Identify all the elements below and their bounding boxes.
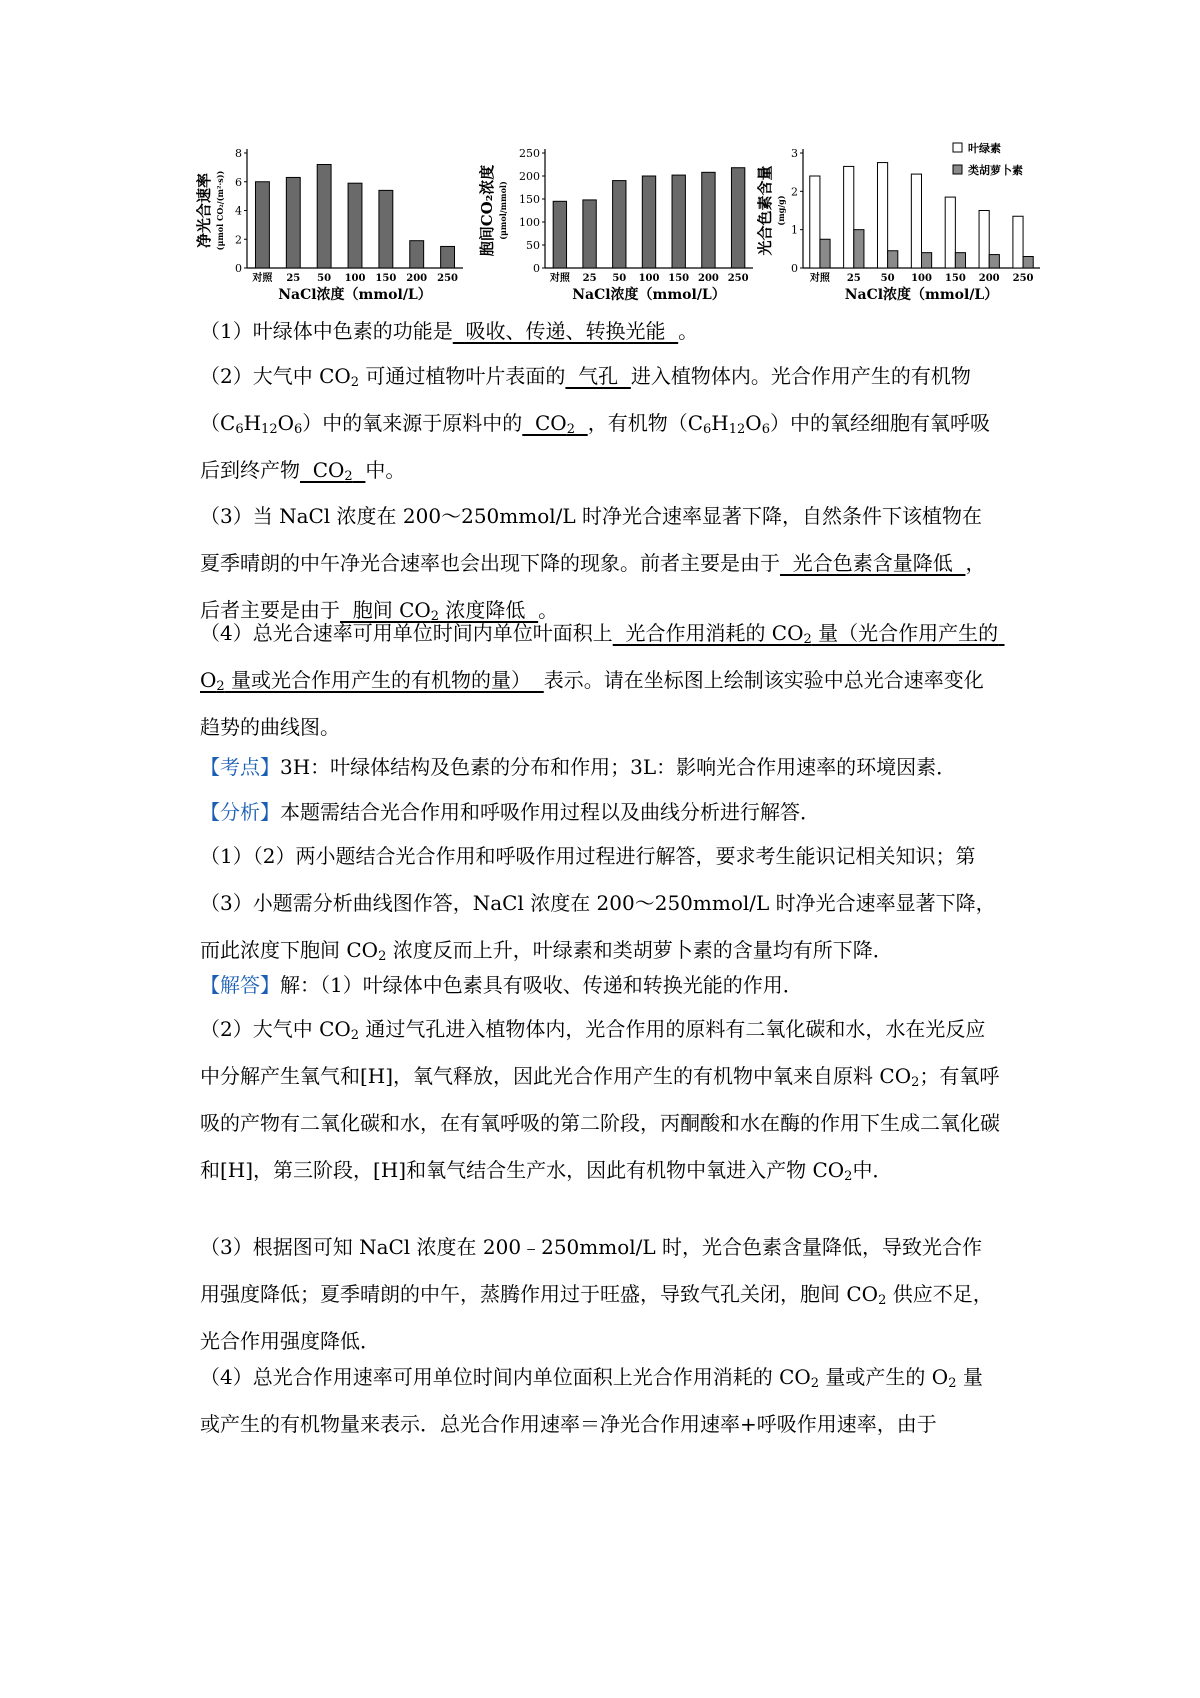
chart-net-photosynthesis <box>195 143 470 308</box>
q2-sub: 2 <box>350 375 360 390</box>
q2-sub: 2 <box>566 422 575 437</box>
q2-formula-part: H <box>243 411 262 435</box>
y-tick-label: 2 <box>791 185 798 199</box>
bar <box>877 163 887 268</box>
q2-answer-3-text: CO <box>300 458 345 482</box>
answer-2-sub: 2 <box>911 1075 920 1090</box>
bar <box>255 182 269 268</box>
legend-swatch <box>953 165 962 174</box>
x-tick-label: 100 <box>911 273 932 284</box>
answer-2 <box>200 1006 1000 1194</box>
x-tick-label: 对照 <box>252 273 273 284</box>
question-2 <box>200 353 1000 494</box>
bar <box>810 176 820 268</box>
jieda-text: 解：（1）叶绿体中色素具有吸收、传递和转换光能的作用． <box>280 973 803 997</box>
y-tick-label: 0 <box>533 262 540 275</box>
x-tick-label: 50 <box>612 273 627 284</box>
q3-answer-2-end: 浓度降低 <box>439 598 539 622</box>
q2-sub: 6 <box>703 422 712 437</box>
bar <box>820 239 830 268</box>
x-tick-label: 200 <box>406 273 428 284</box>
bar <box>854 230 864 268</box>
jieda-tag: 【解答】 <box>200 973 280 997</box>
y-tick-label: 8 <box>235 147 242 160</box>
q4-text-a: （4）总光合速率可用单位时间内单位叶面积上 <box>200 621 613 645</box>
q2-sub: 12 <box>261 422 278 437</box>
x-tick-label: 50 <box>317 273 332 284</box>
x-tick-label: 25 <box>582 273 597 284</box>
q1-end: 。 <box>678 319 699 343</box>
bar <box>888 251 898 268</box>
x-axis-label: NaCl浓度（mmol/L） <box>844 287 999 303</box>
answer-4-a: （4）总光合作用速率可用单位时间内单位面积上光合作用消耗的 CO <box>200 1365 811 1389</box>
q3-text-b: ，后者主要是由于 <box>200 551 986 622</box>
bar <box>979 211 989 269</box>
q2-answer-1: 气孔 <box>565 364 631 388</box>
x-tick-label: 对照 <box>809 273 830 284</box>
legend-label: 叶绿素 <box>968 142 1001 155</box>
bar <box>379 190 393 268</box>
answer-4-sub: 2 <box>948 1376 957 1391</box>
answer-3-sub: 2 <box>878 1293 887 1308</box>
bar <box>286 177 300 268</box>
q2-text-g: 中。 <box>365 458 406 482</box>
q1-text: （1）叶绿体中色素的功能是 <box>200 319 453 343</box>
fenxi-sub: 2 <box>378 949 387 964</box>
y-tick-label: 3 <box>791 147 798 160</box>
q4-sub: 2 <box>216 679 225 694</box>
q3-text-a: （3）当 NaCl 浓度在 200～250mmol/L 时净光合速率显著下降，自然条件下该植物在夏季晴朗的中午净光合速率也会出现下降的现象。前者主要是由于 <box>200 504 983 575</box>
q4-answer-text-1: 光合作用消耗的 CO <box>612 621 804 645</box>
kaodian-tag: 【考点】 <box>200 755 280 779</box>
x-tick-label: 对照 <box>549 273 570 284</box>
answer-4-b: 量或产生的 O <box>819 1365 949 1389</box>
y-tick-label: 250 <box>519 147 540 160</box>
q3-sub: 2 <box>430 609 440 624</box>
x-tick-label: 100 <box>344 273 366 284</box>
y-tick-label: 100 <box>519 216 540 229</box>
y-tick-label: 6 <box>235 175 242 189</box>
chart-pigment-content <box>758 143 1048 308</box>
q2-formula-part: O <box>277 411 294 435</box>
bar <box>911 174 921 268</box>
y-tick-label: 4 <box>235 204 242 218</box>
intercellular-co2-chart-svg <box>478 143 758 308</box>
bar <box>945 197 955 268</box>
x-tick-label: 250 <box>727 273 749 284</box>
x-tick-label: 25 <box>846 273 861 284</box>
y-tick-label: 0 <box>235 262 242 275</box>
q2-sub: 2 <box>344 469 353 484</box>
y-axis-unit: (μmol CO₂/(m²·s)) <box>215 170 225 251</box>
x-tick-label: 50 <box>880 273 895 284</box>
x-axis-label: NaCl浓度（mmol/L） <box>572 287 726 303</box>
bar <box>844 166 854 268</box>
bar <box>553 201 566 268</box>
q2-formula-part: O <box>745 411 762 435</box>
bar <box>613 181 626 268</box>
bar <box>1023 257 1033 269</box>
q2-text-c: 进入植物体内。光合作用产生的有机物（C <box>200 364 971 435</box>
bar <box>955 253 965 268</box>
y-axis-unit: (mg/g) <box>776 195 786 226</box>
bar <box>731 168 744 268</box>
question-4 <box>200 610 1005 751</box>
q2-text-f: ）中的氧经细胞有氧呼吸后到终产物 <box>200 411 990 482</box>
chart-intercellular-co2 <box>478 143 758 308</box>
q4-sub: 2 <box>803 632 812 647</box>
legend-swatch <box>953 143 962 152</box>
question-1 <box>200 308 1000 355</box>
bar <box>348 183 362 268</box>
answer-2-sub: 2 <box>844 1169 853 1184</box>
q4-answer-text-2: 量（光合作用产生的 O <box>200 621 1005 692</box>
answer-2-sub: 2 <box>350 1028 360 1043</box>
q3-answer-1: 光合色素含量降低 <box>780 551 966 575</box>
q2-answer-3-end <box>353 458 366 482</box>
pigment-content-chart-svg <box>758 143 1048 308</box>
kaodian-text: 3H：叶绿体结构及色素的分布和作用；3L：影响光合作用速率的环境因素． <box>280 755 957 779</box>
fenxi-text: 本题需结合光合作用和呼吸作用过程以及曲线分析进行解答． <box>280 800 820 824</box>
net-photosynthesis-chart-svg <box>195 143 470 308</box>
bar <box>441 246 455 268</box>
y-tick-label: 1 <box>791 223 798 237</box>
x-tick-label: 25 <box>286 273 301 284</box>
answer-4-c: 量或产生的有机物量来表示．总光合作用速率＝净光合作用速率+呼吸作用速率，由于 <box>200 1365 983 1436</box>
q2-formula-part: H <box>711 411 729 435</box>
bar <box>922 253 932 268</box>
x-tick-label: 150 <box>668 273 690 284</box>
bar <box>583 200 596 268</box>
bar <box>1013 216 1023 268</box>
y-axis-label: 净光合速率 <box>195 172 213 249</box>
x-tick-label: 150 <box>944 273 966 284</box>
x-tick-label: 250 <box>1012 273 1034 284</box>
q2-text-b: 可通过植物叶片表面的 <box>359 364 566 388</box>
fenxi-detail-a: （1）（2）两小题结合光合作用和呼吸作用过程进行解答，要求考生能识记相关知识；第（3）小题需分析曲线图作答，NaCl 浓度在 200～250mmol/L 时净光合速率显著下降，而此浓度下胞间 CO <box>200 844 996 962</box>
q4-text-b: 表示。请在坐标图上绘制该实验中总光合速率变化趋势的曲线图。 <box>200 668 984 739</box>
x-tick-label: 200 <box>697 273 719 284</box>
answer-3 <box>200 1224 1000 1365</box>
x-tick-label: 100 <box>638 273 660 284</box>
y-tick-label: 0 <box>791 262 798 275</box>
x-tick-label: 250 <box>437 273 459 284</box>
kaodian-line <box>200 744 1000 791</box>
answer-4-sub: 2 <box>810 1376 820 1391</box>
fenxi-tag: 【分析】 <box>200 800 280 824</box>
q1-answer: 吸收、传递、转换光能 <box>452 319 679 343</box>
fenxi-detail <box>200 833 1000 974</box>
q2-answer-2-end <box>575 411 588 435</box>
q3-end: 。 <box>538 598 559 622</box>
y-tick-label: 200 <box>519 170 540 183</box>
y-axis-unit: (μmol/mmol) <box>498 181 508 240</box>
q2-text-a: （2）大气中 CO <box>200 364 351 388</box>
bar <box>702 172 715 268</box>
q2-sub: 12 <box>728 422 746 437</box>
bar <box>989 255 999 268</box>
answer-2-d: 中． <box>852 1158 893 1182</box>
q2-text-d: ）中的氧来源于原料中的 <box>302 411 523 435</box>
y-tick-label: 150 <box>519 193 540 206</box>
q2-sub: 6 <box>761 422 770 437</box>
x-tick-label: 150 <box>375 273 397 284</box>
q2-answer-2-text: CO <box>522 411 567 435</box>
fenxi-detail-b: 浓度反而上升，叶绿素和类胡萝卜素的含量均有所下降． <box>386 938 893 962</box>
jieda-line <box>200 962 1000 1009</box>
answer-4 <box>200 1354 1000 1448</box>
bar <box>410 241 424 268</box>
answer-3-a: （3）根据图可知 NaCl 浓度在 200﹣250mmol/L 时，光合色素含量降低，导致光合作用强度降低；夏季晴朗的中午，蒸腾作用过于旺盛，导致气孔关闭，胞间 CO <box>200 1235 983 1306</box>
q4-answer-text-3: 量或光合作用产生的有机物的量） <box>224 668 544 692</box>
answer-2-a: （2）大气中 CO <box>200 1017 351 1041</box>
y-tick-label: 2 <box>235 233 242 247</box>
x-axis-label: NaCl浓度（mmol/L） <box>278 287 432 303</box>
bar <box>317 165 331 269</box>
answer-3-b: 供应不足，光合作用强度降低． <box>200 1282 993 1353</box>
bar <box>642 176 655 268</box>
answer-2-c: ；有氧呼吸的产物有二氧化碳和水，在有氧呼吸的第二阶段，丙酮酸和水在酶的作用下生成二氧化碳和[H]，第三阶段，[H]和氧气结合生产水，因此有机物中氧进入产物 CO <box>200 1064 1000 1182</box>
q2-answer-2 <box>522 411 587 435</box>
q3-answer-2-text: 胞间 CO <box>340 598 431 622</box>
q2-sub: 6 <box>235 422 244 437</box>
q2-answer-3 <box>300 458 365 482</box>
bar <box>672 175 685 268</box>
y-tick-label: 50 <box>526 239 540 252</box>
y-axis-label: 光合色素含量 <box>756 165 774 256</box>
q2-text-e: ，有机物（C <box>587 411 704 435</box>
fenxi-line <box>200 789 1000 836</box>
x-tick-label: 200 <box>978 273 1000 284</box>
answer-2-b: 通过气孔进入植物体内，光合作用的原料有二氧化碳和水，水在光反应中分解产生氧气和[H]，氧气释放，因此光合作用产生的有机物中氧来自原料 CO <box>200 1017 986 1088</box>
y-axis-label: 胞间CO₂浓度 <box>478 164 496 257</box>
legend-label: 类胡萝卜素 <box>968 164 1023 177</box>
q2-sub: 6 <box>294 422 303 437</box>
